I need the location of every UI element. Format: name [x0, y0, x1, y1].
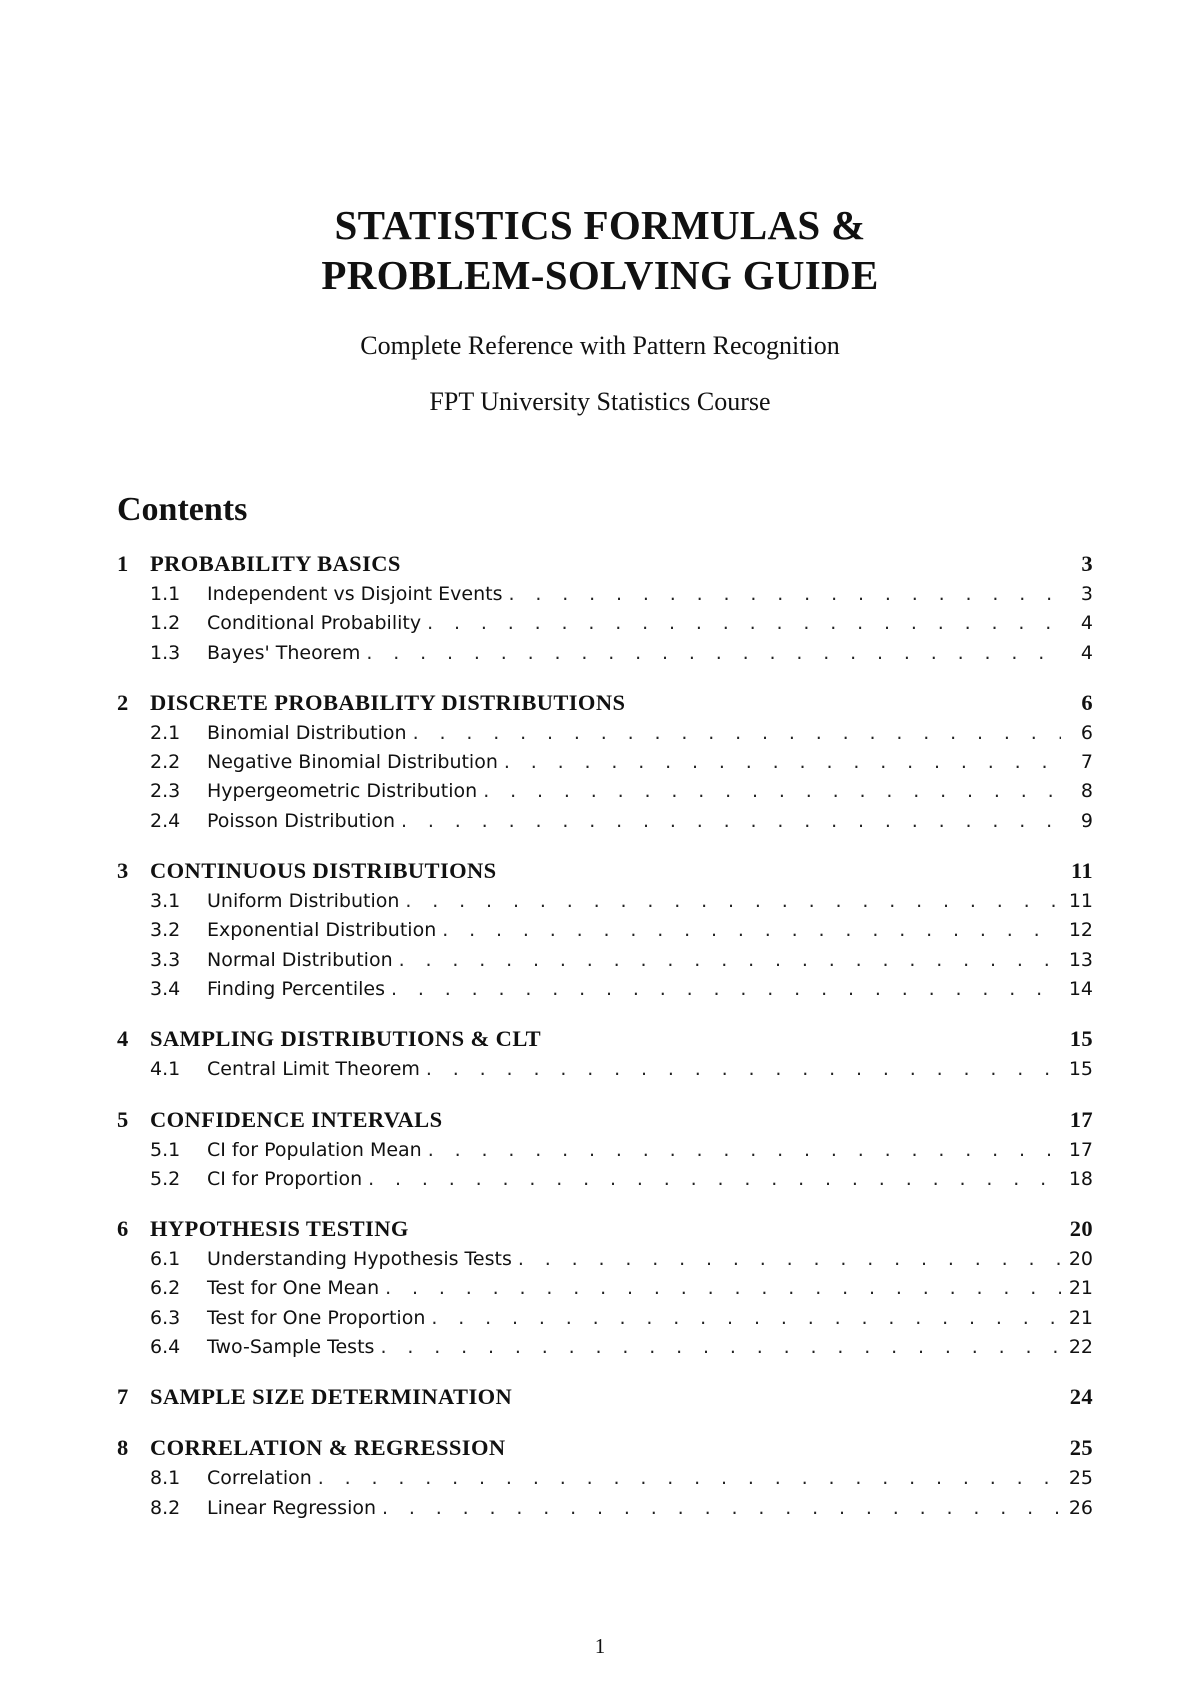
toc-subsection-title: Independent vs Disjoint Events [207, 583, 503, 605]
toc-section-number: 3 [117, 858, 129, 884]
toc-section-number: 1 [117, 551, 129, 576]
toc-dot-leader [428, 1139, 1061, 1161]
toc-subsection-page: 6 [1080, 721, 1093, 744]
toc-section-title: HYPOTHESIS TESTING [150, 1216, 409, 1242]
toc-section-title: PROBABILITY BASICS [150, 551, 401, 576]
toc-subsection-number: 6.2 [150, 1277, 181, 1300]
toc-section-page: 24 [1069, 1384, 1093, 1410]
toc-subsection-entry[interactable] [117, 612, 1093, 641]
toc-subsection-entry[interactable] [117, 1467, 1093, 1496]
toc-section [117, 690, 1093, 839]
toc-subsection-number: 2.2 [150, 751, 181, 774]
toc-subsection-entry[interactable] [117, 810, 1093, 839]
toc-subsection-title: Correlation [207, 1467, 312, 1490]
toc-subsection-title: Binomial Distribution [207, 721, 407, 744]
toc-subsection-title: Test for One Proportion [207, 1306, 426, 1329]
toc-dot-leader [366, 642, 1061, 664]
toc-subsection-entry[interactable] [117, 919, 1093, 948]
toc-subsection-page: 22 [1068, 1336, 1093, 1359]
toc-section [117, 1435, 1093, 1526]
toc-subsection-title: Linear Regression [207, 1496, 377, 1519]
toc-section [117, 858, 1093, 1007]
course-name: FPT University Statistics Course [429, 387, 771, 416]
toc-subsection-page: 15 [1068, 1058, 1093, 1081]
toc-subsection-number: 3.3 [150, 948, 181, 971]
toc-dot-leader [399, 949, 1061, 971]
toc-section [117, 1216, 1093, 1365]
title-block [0, 200, 1200, 418]
toc-section-entry[interactable] [117, 858, 1093, 890]
toc-subsection-page: 18 [1068, 1167, 1093, 1190]
toc-subsection-title: Finding Percentiles [207, 977, 385, 1000]
toc-dot-leader [405, 890, 1061, 912]
toc-subsection-entry[interactable] [117, 780, 1093, 809]
toc-subsection-title: Understanding Hypothesis Tests [207, 1248, 512, 1271]
toc-subsection-page: 9 [1080, 809, 1093, 832]
toc-subsection-page: 8 [1080, 780, 1093, 803]
toc-section-title: SAMPLING DISTRIBUTIONS & CLT [150, 1026, 542, 1052]
toc-section-page: 20 [1069, 1216, 1093, 1242]
toc-subsection-entry[interactable] [117, 1336, 1093, 1365]
toc-subsection-page: 12 [1068, 919, 1093, 942]
toc-subsection-page: 17 [1068, 1138, 1093, 1161]
toc-dot-leader [483, 780, 1061, 802]
toc-dot-leader [413, 722, 1061, 744]
contents-heading: Contents [117, 491, 248, 528]
toc-dot-leader [368, 1168, 1061, 1190]
toc-section-entry[interactable] [117, 1107, 1093, 1139]
toc-dot-leader [382, 1497, 1061, 1519]
toc-section [117, 1026, 1093, 1087]
toc-subsection-page: 4 [1080, 612, 1093, 635]
toc-subsection-entry[interactable] [117, 1248, 1093, 1277]
toc-section-number: 4 [117, 1026, 129, 1052]
toc-subsection-title: Conditional Probability [207, 612, 422, 635]
toc-subsection-entry[interactable] [117, 949, 1093, 978]
toc-subsection-entry[interactable] [117, 1168, 1093, 1197]
toc-subsection-page: 26 [1068, 1496, 1093, 1519]
toc-subsection-title: Uniform Distribution [207, 890, 400, 913]
toc-subsection-number: 8.2 [150, 1496, 181, 1519]
toc-subsection-number: 1.3 [150, 641, 181, 664]
toc-section-title: SAMPLE SIZE DETERMINATION [150, 1384, 513, 1410]
toc-section [117, 1384, 1093, 1416]
toc-subsection-number: 6.3 [150, 1306, 181, 1329]
toc-subsection-number: 6.4 [150, 1336, 181, 1359]
toc-section-page: 6 [1081, 689, 1093, 715]
toc-subsection-number: 2.1 [150, 721, 181, 744]
toc-subsection-page: 13 [1068, 948, 1093, 971]
toc-section-entry[interactable] [117, 1384, 1093, 1416]
toc-section-page: 3 [1081, 551, 1093, 576]
toc-subsection-title: Normal Distribution [207, 948, 393, 971]
toc-subsection-number: 3.1 [150, 890, 181, 913]
toc-section-entry[interactable] [117, 1435, 1093, 1467]
toc-subsection-entry[interactable] [117, 1058, 1093, 1087]
toc-section-page: 15 [1069, 1026, 1093, 1052]
toc-section [117, 1107, 1093, 1198]
toc-subsection-title: Hypergeometric Distribution [207, 780, 478, 803]
toc-section-title: DISCRETE PROBABILITY DISTRIBUTIONS [150, 689, 626, 715]
toc-subsection-entry[interactable] [117, 751, 1093, 780]
page-number: 1 [594, 1634, 606, 1658]
title-line-2: PROBLEM-SOLVING GUIDE [321, 252, 879, 298]
toc-subsection-number: 3.4 [150, 977, 181, 1000]
toc-dot-leader [391, 978, 1061, 1000]
toc-section-number: 6 [117, 1216, 129, 1242]
toc-dot-leader [401, 810, 1061, 832]
toc-subsection-title: Negative Binomial Distribution [207, 751, 498, 774]
toc-dot-leader [504, 751, 1061, 773]
toc-subsection-title: Bayes' Theorem [207, 641, 361, 664]
toc-subsection-page: 3 [1080, 583, 1093, 605]
toc-section-entry[interactable] [117, 1216, 1093, 1248]
toc-subsection-number: 5.2 [150, 1167, 181, 1190]
toc-subsection-number: 6.1 [150, 1248, 181, 1271]
toc-section-entry[interactable] [117, 551, 1093, 583]
toc-subsection-page: 14 [1068, 977, 1093, 1000]
toc-section-number: 5 [117, 1106, 129, 1132]
toc-subsection-entry[interactable] [117, 1307, 1093, 1336]
toc-section-title: CORRELATION & REGRESSION [150, 1435, 506, 1461]
toc-section-entry[interactable] [117, 1026, 1093, 1058]
toc-section-page: 25 [1069, 1435, 1093, 1461]
toc-dot-leader [518, 1248, 1061, 1270]
table-of-contents [117, 551, 1093, 1545]
toc-subsection-number: 5.1 [150, 1138, 181, 1161]
toc-subsection-title: CI for Proportion [207, 1167, 363, 1190]
toc-subsection-page: 7 [1080, 751, 1093, 774]
toc-subsection-page: 21 [1068, 1277, 1093, 1300]
toc-subsection-entry[interactable] [117, 583, 1093, 612]
toc-dot-leader [380, 1336, 1061, 1358]
toc-section-page: 17 [1069, 1106, 1093, 1132]
toc-subsection-title: Two-Sample Tests [207, 1336, 375, 1359]
title-line-1: STATISTICS FORMULAS & [334, 202, 866, 248]
toc-subsection-number: 3.2 [150, 919, 181, 942]
toc-section-entry[interactable] [117, 690, 1093, 722]
toc-dot-leader [431, 1307, 1061, 1329]
toc-subsection-number: 2.4 [150, 809, 181, 832]
toc-subsection-entry[interactable] [117, 642, 1093, 671]
toc-subsection-number: 1.1 [150, 583, 181, 605]
document-subtitle: Complete Reference with Pattern Recognition [360, 331, 840, 360]
toc-subsection-number: 1.2 [150, 612, 181, 635]
toc-subsection-entry[interactable] [117, 890, 1093, 919]
toc-subsection-page: 25 [1068, 1467, 1093, 1490]
toc-section [117, 551, 1093, 671]
toc-subsection-title: CI for Population Mean [207, 1138, 422, 1161]
toc-subsection-page: 20 [1068, 1248, 1093, 1271]
toc-section-number: 8 [117, 1435, 129, 1461]
toc-dot-leader [318, 1467, 1061, 1489]
toc-subsection-page: 21 [1068, 1306, 1093, 1329]
toc-subsection-entry[interactable] [117, 1139, 1093, 1168]
toc-subsection-entry[interactable] [117, 1497, 1093, 1526]
toc-section-number: 7 [117, 1384, 129, 1410]
toc-section-number: 2 [117, 689, 129, 715]
toc-dot-leader [385, 1277, 1061, 1299]
toc-subsection-number: 2.3 [150, 780, 181, 803]
document-title [0, 200, 1200, 300]
toc-dot-leader [427, 612, 1061, 634]
toc-section-page: 11 [1070, 858, 1093, 884]
toc-subsection-title: Exponential Distribution [207, 919, 437, 942]
toc-subsection-number: 8.1 [150, 1467, 181, 1490]
toc-subsection-number: 4.1 [150, 1058, 181, 1081]
toc-dot-leader [426, 1058, 1061, 1080]
toc-subsection-title: Poisson Distribution [207, 809, 396, 832]
toc-subsection-entry[interactable] [117, 978, 1093, 1007]
toc-subsection-page: 4 [1080, 641, 1093, 664]
toc-subsection-entry[interactable] [117, 1277, 1093, 1306]
toc-dot-leader [442, 919, 1061, 941]
toc-dot-leader [509, 583, 1061, 605]
toc-section-title: CONTINUOUS DISTRIBUTIONS [150, 858, 497, 884]
toc-subsection-title: Test for One Mean [207, 1277, 380, 1300]
toc-subsection-page: 11 [1068, 890, 1093, 913]
toc-section-title: CONFIDENCE INTERVALS [150, 1106, 443, 1132]
toc-subsection-title: Central Limit Theorem [207, 1058, 420, 1081]
toc-subsection-entry[interactable] [117, 722, 1093, 751]
